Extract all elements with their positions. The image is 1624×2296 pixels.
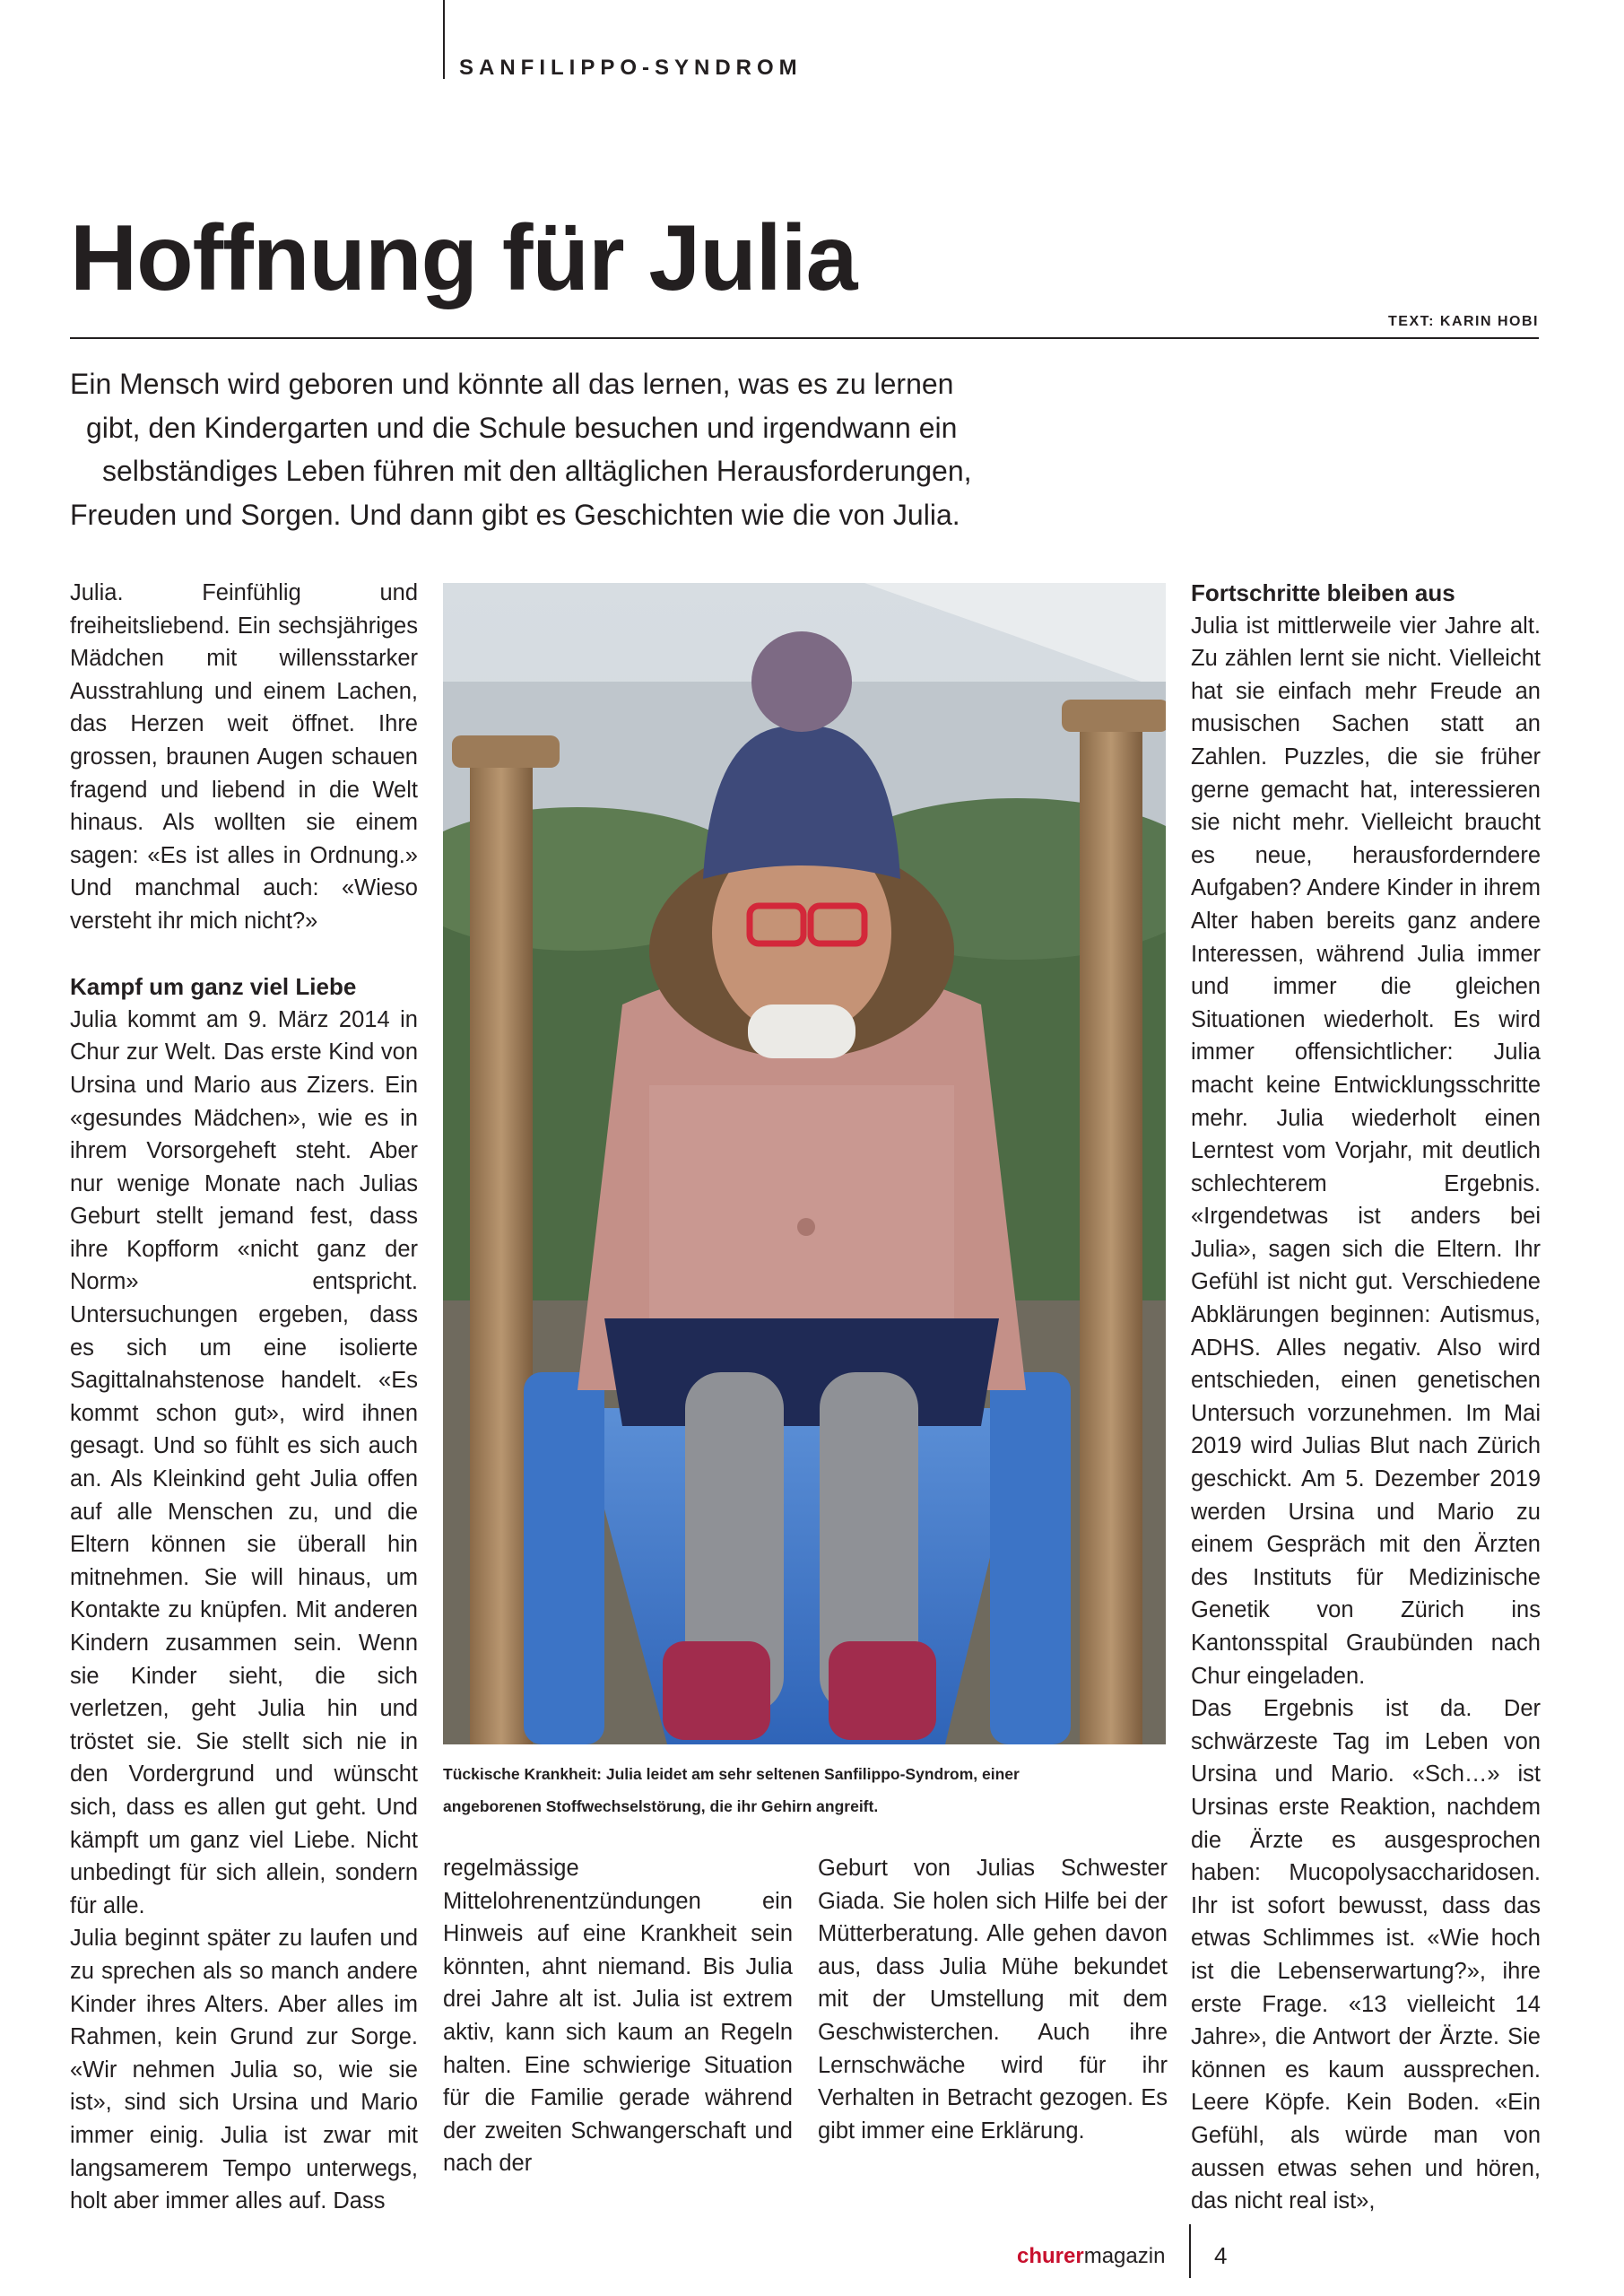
magazine-logo — [1017, 2244, 1165, 2269]
body-paragraph: Geburt von Julias Schwester Giada. Sie holen sich Hilfe bei der Mütterberatung. Alle gehen davon aus, dass Julia Mühe bekundet mit der Umstellung mit dem Geschwisterchen. Auch ihre Lernschwäche wird für ihr Verhalten in Betracht gezogen. Es gibt immer eine Erklärung. — [818, 1856, 1168, 2144]
text-column-2 — [443, 1852, 793, 2180]
body-paragraph: Das Ergebnis ist da. Der schwärzeste Tag im Leben von Ursina und Mario. «Sch…» ist Ursinas erste Reaktion, nachdem die Ärzte es ausgesprochen haben: Mucopolysaccharidosen. Ihr ist sofort bewusst, dass das etwas Schlimmes ist. «Wie hoch ist die Lebenserwartung?», ihre erste Frage. «13 vielleicht 14 Jahre», die Antwort der Ärzte. Sie können es kaum aussprechen. Leere Köpfe. Kein Boden. «Ein Gefühl, als würde man von aussen etwas sehen und hören, das nicht real ist», — [1191, 1696, 1541, 2214]
footer-divider — [1189, 2224, 1191, 2278]
logo-part-magazin: magazin — [1083, 2244, 1166, 2268]
lead-line: gibt, den Kindergarten und die Schule besuchen und irgendwann ein — [86, 411, 958, 444]
text-column-4 — [1191, 577, 1541, 2218]
text-column-3 — [818, 1852, 1168, 2147]
caption-line: angeborenen Stoffwechselstörung, die ihr Gehirn angreift. — [443, 1797, 879, 1815]
photo-caption — [443, 1758, 1169, 1822]
body-paragraph: Julia. Feinfühlig und freiheitsliebend. Ein sechsjähriges Mädchen mit willensstarker Ausstrahlung und einem Lachen, das Herzen weit öffnet. Ihre grossen, braunen Augen schauen fragend und liebend in die Welt hinaus. Als wollten sie einem sagen: «Es ist alles in Ordnung.» Und manchmal auch: «Wieso versteht ihr mich nicht?» — [70, 580, 418, 934]
title-rule — [70, 337, 1539, 339]
subheading: Kampf um ganz viel Liebe — [70, 973, 357, 1001]
body-paragraph: Julia kommt am 9. März 2014 in Chur zur Welt. Das erste Kind von Ursina und Mario aus Zizers. Ein «gesundes Mädchen», wie es in ihrem Vorsorgeheft steht. Aber nur wenige Monate nach Julias Geburt stellt jemand fest, dass ihre Kopfform «nicht ganz der Norm» entspricht. Untersuchungen ergeben, dass es sich um eine isolierte Sagittalnahstenose handelt. «Es kommt schon gut», wird ihnen gesagt. Und so fühlt es sich auch an. Als Kleinkind geht Julia offen auf alle Menschen zu, und die Eltern können sie überall hin mitnehmen. Sie will hinaus, um Kontakte zu knüpfen. Mit anderen Kindern zusammen sein. Wenn sie Kinder sieht, die sich verletzen, geht Julia hin und tröstet sie. Sie stellt sich nie in den Vordergrund und wünscht sich, dass es allen gut geht. Und kämpft um ganz viel Liebe. Nicht unbedingt für sich allein, sondern für alle. — [70, 1006, 418, 1918]
lead-line: Freuden und Sorgen. Und dann gibt es Geschichten wie die von Julia. — [70, 498, 960, 531]
section-divider — [443, 0, 445, 79]
article-title: Hoffnung für Julia — [70, 206, 857, 310]
article-photo — [443, 583, 1166, 1744]
text-column-1 — [70, 577, 418, 2218]
logo-part-churer: churer — [1017, 2244, 1084, 2268]
subheading: Fortschritte bleiben aus — [1191, 579, 1455, 606]
lead-paragraph — [70, 362, 1020, 536]
byline: TEXT: KARIN HOBI — [1388, 314, 1539, 329]
caption-line: Tückische Krankheit: Julia leidet am sehr seltenen Sanfilippo-Syndrom, einer — [443, 1765, 1020, 1783]
body-paragraph: Julia ist mittlerweile vier Jahre alt. Zu zählen lernt sie nicht. Vielleicht hat sie einfach mehr Freude an musischen Sachen statt an Zahlen. Puzzles, die sie früher gerne gemacht hat, interessieren sie nicht mehr. Vielleicht braucht es neue, herausforderndere Aufgaben? Andere Kinder in ihrem Alter haben bereits ganz andere Interessen, während Julia immer und immer die gleichen Situationen wiederholt. Es wird immer offensichtlicher: Julia macht keine Entwicklungsschritte mehr. Julia wiederholt einen Lerntest vom Vorjahr, mit deutlich schlechterem Ergebnis. «Irgendetwas ist anders bei Julia», sagen sich die Eltern. Ihr Gefühl ist nicht gut. Verschiedene Abklärungen beginnen: Autismus, ADHS. Alles negativ. Also wird entschieden, einen genetischen Untersuch vorzunehmen. Im Mai 2019 wird Julias Blut nach Zürich geschickt. Am 5. Dezember 2019 werden Ursina und Mario zu einem Gespräch mit den Ärzten des Instituts für Medizinische Genetik von Zürich ins Kantonsspital Graubünden nach Chur eingeladen. — [1191, 613, 1541, 1689]
page-number: 4 — [1214, 2242, 1228, 2269]
body-paragraph: regelmässige Mittelohrenentzündungen ein Hinweis auf eine Krankheit sein könnten, ahnt niemand. Bis Julia drei Jahre alt ist. Julia ist extrem aktiv, kann sich kaum an Regeln halten. Eine schwierige Situation für die Familie gerade während der zweiten Schwangerschaft und nach der — [443, 1856, 793, 2177]
photo-illustration — [443, 583, 1166, 1744]
section-label: SANFILIPPO-SYNDROM — [459, 56, 803, 80]
body-paragraph: Julia beginnt später zu laufen und zu sprechen als so manch andere Kinder ihres Alters. Aber alles im Rahmen, kein Grund zur Sorge. «Wir nehmen Julia so, wie sie ist», sind sich Ursina und Mario immer einig. Julia ist zwar mit langsamerem Tempo unterwegs, holt aber immer alles auf. Dass — [70, 1926, 418, 2214]
lead-line: Ein Mensch wird geboren und könnte all das lernen, was es zu lernen — [70, 368, 954, 400]
lead-line: selbständiges Leben führen mit den alltäglichen Herausforderungen, — [102, 455, 972, 487]
